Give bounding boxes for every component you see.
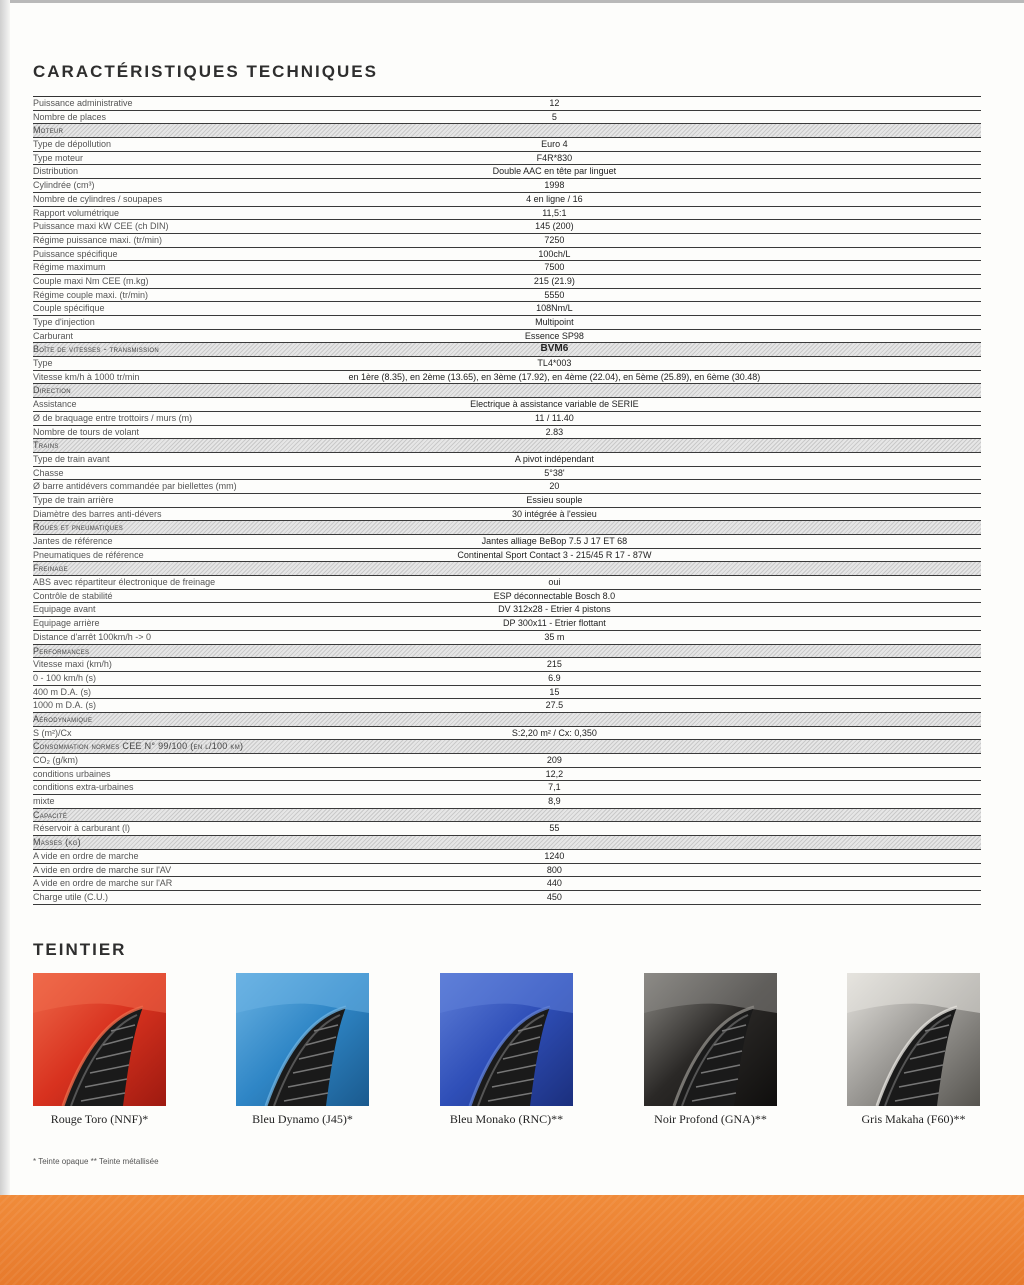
- car-vent-illustration: [847, 973, 980, 1106]
- spec-section-label: Freinage: [33, 563, 68, 574]
- color-name: Gris Makaha (F60)**: [861, 1112, 966, 1126]
- spec-section-header: [33, 384, 981, 398]
- spec-section-label: Aérodynamique: [33, 713, 93, 724]
- spec-row: [33, 494, 981, 508]
- spec-row: [33, 795, 981, 809]
- spec-row: [33, 535, 981, 549]
- spec-value: Euro 4: [541, 139, 568, 150]
- spec-label: Type de dépollution: [33, 139, 112, 150]
- spec-label: Cylindrée (cm³): [33, 180, 95, 191]
- spec-value: S:2,20 m² / Cx: 0,350: [511, 727, 597, 738]
- spec-value: Continental Sport Contact 3 - 215/45 R 17 - 87W: [457, 549, 652, 560]
- spec-value: 5550: [544, 289, 565, 300]
- spec-label: Diamètre des barres anti-dévers: [33, 508, 162, 519]
- spec-value: 8,9: [548, 796, 561, 807]
- page-top-edge: [0, 0, 1024, 3]
- spec-value: 27.5: [545, 700, 564, 711]
- page-title: CARACTÉRISTIQUES TECHNIQUES: [33, 62, 378, 81]
- spec-label: Type: [33, 358, 53, 369]
- spec-section-value: BVM6: [540, 343, 569, 355]
- spec-value: 12: [549, 98, 560, 108]
- spec-value: oui: [548, 577, 561, 588]
- spec-row: [33, 768, 981, 782]
- spec-section-label: Masses (kg): [33, 837, 81, 848]
- spec-label: Réservoir à carburant (l): [33, 823, 131, 834]
- spec-label: Rapport volumétrique: [33, 207, 120, 218]
- car-vent-illustration: [33, 973, 166, 1106]
- spec-label: Vitesse km/h à 1000 tr/min: [33, 371, 140, 382]
- color-swatch-image: [440, 973, 573, 1106]
- spec-row: [33, 603, 981, 617]
- spec-row: [33, 590, 981, 604]
- spec-label: CO₂ (g/km): [33, 755, 78, 765]
- spec-value: Multipoint: [535, 317, 574, 327]
- spec-row: [33, 357, 981, 371]
- spec-value: 55: [549, 823, 560, 834]
- spec-row: [33, 275, 981, 289]
- color-swatch: [644, 973, 777, 1126]
- spec-row: [33, 699, 981, 713]
- color-swatch: [847, 973, 980, 1126]
- color-name: Rouge Toro (NNF)*: [50, 1112, 149, 1126]
- spec-value: 1240: [544, 850, 565, 861]
- spec-label: Puissance maxi kW CEE (ch DIN): [33, 221, 169, 232]
- spec-value: DV 312x28 - Etrier 4 pistons: [498, 604, 611, 615]
- spec-label: Type moteur: [33, 152, 84, 163]
- spec-value: 2.83: [545, 426, 564, 437]
- spec-section-header: [33, 645, 981, 659]
- spec-value: 440: [546, 878, 562, 889]
- spec-section-label: Capacité: [33, 809, 68, 820]
- spec-value: 145 (200): [535, 221, 574, 232]
- spec-value: Electrique à assistance variable de SERIE: [470, 399, 639, 410]
- spec-value: ESP déconnectable Bosch 8.0: [493, 590, 616, 601]
- spec-label: Régime puissance maxi. (tr/min): [33, 234, 163, 245]
- spec-row: [33, 248, 981, 262]
- color-name: Noir Profond (GNA)**: [654, 1112, 767, 1126]
- spec-label: Type de train avant: [33, 453, 110, 464]
- spec-row: [33, 891, 981, 905]
- spec-value: Double AAC en tête par linguet: [492, 166, 617, 177]
- spec-row: [33, 631, 981, 645]
- spec-row: [33, 412, 981, 426]
- spec-value: 4 en ligne / 16: [526, 193, 583, 204]
- spec-row: [33, 207, 981, 221]
- spec-label: Ø de braquage entre trottoirs / murs (m): [33, 412, 193, 423]
- spec-value: DP 300x11 - Etrier flottant: [503, 618, 606, 629]
- spec-label: Couple spécifique: [33, 303, 105, 314]
- spec-row: [33, 617, 981, 631]
- spec-value: 30 intégrée à l'essieu: [512, 508, 597, 519]
- spec-row: [33, 508, 981, 522]
- spec-section-header: [33, 439, 981, 453]
- spec-label: S (m²)/Cx: [33, 727, 72, 738]
- spec-value: 20: [549, 481, 560, 492]
- spec-section-label: Direction: [33, 385, 71, 396]
- spec-value: Essieu souple: [526, 494, 583, 505]
- spec-row: [33, 330, 981, 344]
- spec-value: 800: [546, 864, 562, 875]
- spec-value: TL4*003: [537, 358, 572, 369]
- spec-row: [33, 220, 981, 234]
- color-swatch-image: [236, 973, 369, 1106]
- spec-row: [33, 822, 981, 836]
- color-swatch: [33, 973, 166, 1126]
- spec-value: 108Nm/L: [536, 303, 573, 314]
- spec-section-header: [33, 562, 981, 576]
- spec-row: [33, 165, 981, 179]
- spec-value: 35 m: [544, 631, 565, 642]
- spec-value: A pivot indépendant: [514, 453, 594, 464]
- spec-section-header: [33, 713, 981, 727]
- spec-row: [33, 289, 981, 303]
- spec-value: 1998: [544, 180, 565, 191]
- spec-label: Nombre de places: [33, 111, 107, 122]
- teintier-title: TEINTIER: [33, 940, 127, 959]
- spec-section-header: [33, 740, 981, 754]
- spec-label: Nombre de tours de volant: [33, 426, 140, 437]
- spec-label: Couple maxi Nm CEE (m.kg): [33, 275, 149, 286]
- spec-section-header: [33, 343, 981, 357]
- color-swatch: [440, 973, 573, 1126]
- spec-row: [33, 480, 981, 494]
- spec-label: Vitesse maxi (km/h): [33, 659, 112, 670]
- spec-value: 11,5:1: [542, 207, 567, 218]
- spec-value: 6.9: [548, 672, 561, 683]
- spec-row: [33, 302, 981, 316]
- spec-label: conditions urbaines: [33, 768, 111, 779]
- spec-value: 15: [549, 686, 560, 697]
- spec-section-label: Performances: [33, 645, 90, 656]
- spec-row: [33, 549, 981, 563]
- spec-label: Distribution: [33, 166, 79, 177]
- spec-row: [33, 672, 981, 686]
- car-vent-illustration: [644, 973, 777, 1106]
- spec-label: Distance d'arrêt 100km/h -> 0: [33, 631, 152, 642]
- spec-label: 400 m D.A. (s): [33, 686, 92, 697]
- spec-label: Pneumatiques de référence: [33, 549, 144, 560]
- spec-section-header: [33, 124, 981, 138]
- spec-label: Type de train arrière: [33, 494, 114, 505]
- spec-label: Carburant: [33, 330, 74, 341]
- spec-value: 215 (21.9): [533, 275, 575, 286]
- spec-label: Nombre de cylindres / soupapes: [33, 193, 163, 204]
- spec-row: [33, 152, 981, 166]
- spec-label: A vide en ordre de marche: [33, 850, 139, 861]
- spec-section-label: Trains: [33, 440, 59, 451]
- spec-value: 5: [551, 111, 557, 122]
- spec-row: [33, 658, 981, 672]
- spec-row: [33, 877, 981, 891]
- spec-row: [33, 111, 981, 125]
- color-name: Bleu Monako (RNC)**: [449, 1112, 564, 1126]
- spec-row: [33, 426, 981, 440]
- footnote: * Teinte opaque ** Teinte métallisée: [33, 1157, 159, 1166]
- spec-section-label: Boîte de vitesses - transmission: [33, 344, 159, 355]
- spec-row: [33, 398, 981, 412]
- spec-value: 7,1: [548, 782, 561, 793]
- spec-row: [33, 453, 981, 467]
- spec-value: F4R*830: [536, 152, 573, 163]
- spec-label: Equipage arrière: [33, 618, 100, 629]
- spec-row: [33, 467, 981, 481]
- spec-value: 7250: [544, 234, 565, 245]
- spec-value: Essence SP98: [524, 330, 584, 341]
- spec-section-label: Roues et pneumatiques: [33, 522, 124, 533]
- color-swatch: [236, 973, 369, 1126]
- spec-row: [33, 686, 981, 700]
- spec-label: Jantes de référence: [33, 536, 113, 546]
- spec-row: [33, 754, 981, 768]
- spec-row: [33, 193, 981, 207]
- car-vent-illustration: [440, 973, 573, 1106]
- spec-label: 1000 m D.A. (s): [33, 700, 97, 711]
- spec-label: Chasse: [33, 467, 64, 478]
- spec-row: [33, 371, 981, 385]
- spec-label: mixte: [33, 796, 55, 807]
- spec-row: [33, 727, 981, 741]
- spec-value: 11 / 11.40: [535, 412, 574, 423]
- color-swatch-image: [644, 973, 777, 1106]
- spec-label: 0 - 100 km/h (s): [33, 672, 97, 683]
- specs-table: [33, 96, 981, 905]
- spec-value: 100ch/L: [538, 248, 571, 259]
- spec-label: conditions extra-urbaines: [33, 782, 134, 793]
- spec-value: Jantes alliage BeBop 7.5 J 17 ET 68: [481, 536, 628, 546]
- spec-value: 215: [546, 659, 562, 670]
- spec-label: Puissance spécifique: [33, 248, 118, 259]
- spec-row: [33, 316, 981, 330]
- spec-row: [33, 576, 981, 590]
- spec-label: ABS avec répartiteur électronique de freinage: [33, 577, 216, 588]
- spec-row: [33, 781, 981, 795]
- spec-label: Charge utile (C.U.): [33, 891, 109, 902]
- spec-value: en 1ère (8.35), en 2ème (13.65), en 3ème (17.92), en 4ème (22.04), en 5ème (25.89), en 6ème (30.48): [348, 371, 761, 382]
- page-binding-shadow: [0, 0, 10, 1195]
- spec-label: Puissance administrative: [33, 98, 133, 108]
- spec-section-label: Consommation normes CEE N° 99/100 (en l/100 km): [33, 741, 244, 752]
- spec-section-header: [33, 521, 981, 535]
- spec-label: Régime couple maxi. (tr/min): [33, 289, 149, 300]
- spec-row: [33, 850, 981, 864]
- spec-row: [33, 138, 981, 152]
- spec-row: [33, 179, 981, 193]
- spec-label: Contrôle de stabilité: [33, 590, 113, 601]
- spec-row: [33, 97, 981, 111]
- spec-label: Régime maximum: [33, 262, 106, 273]
- spec-section-header: [33, 809, 981, 823]
- spec-label: A vide en ordre de marche sur l'AR: [33, 878, 173, 889]
- color-swatch-image: [33, 973, 166, 1106]
- spec-label: Ø barre antidévers commandée par biellettes (mm): [33, 481, 237, 492]
- spec-section-header: [33, 836, 981, 850]
- spec-label: Equipage avant: [33, 604, 96, 615]
- spec-value: 5°38': [544, 467, 565, 478]
- car-vent-illustration: [236, 973, 369, 1106]
- color-swatches: [33, 973, 981, 1133]
- spec-row: [33, 234, 981, 248]
- color-swatch-image: [847, 973, 980, 1106]
- spec-label: Assistance: [33, 399, 77, 410]
- spec-value: 7500: [544, 262, 565, 273]
- spec-value: 12,2: [545, 768, 564, 779]
- spec-label: A vide en ordre de marche sur l'AV: [33, 864, 172, 875]
- spec-section-label: Moteur: [33, 125, 64, 136]
- spec-label: Type d'injection: [33, 317, 95, 327]
- bottom-orange-band: [0, 1195, 1024, 1285]
- spec-row: [33, 261, 981, 275]
- spec-row: [33, 864, 981, 878]
- spec-value: 209: [546, 755, 562, 765]
- spec-value: 450: [546, 891, 562, 902]
- color-name: Bleu Dynamo (J45)*: [252, 1112, 353, 1126]
